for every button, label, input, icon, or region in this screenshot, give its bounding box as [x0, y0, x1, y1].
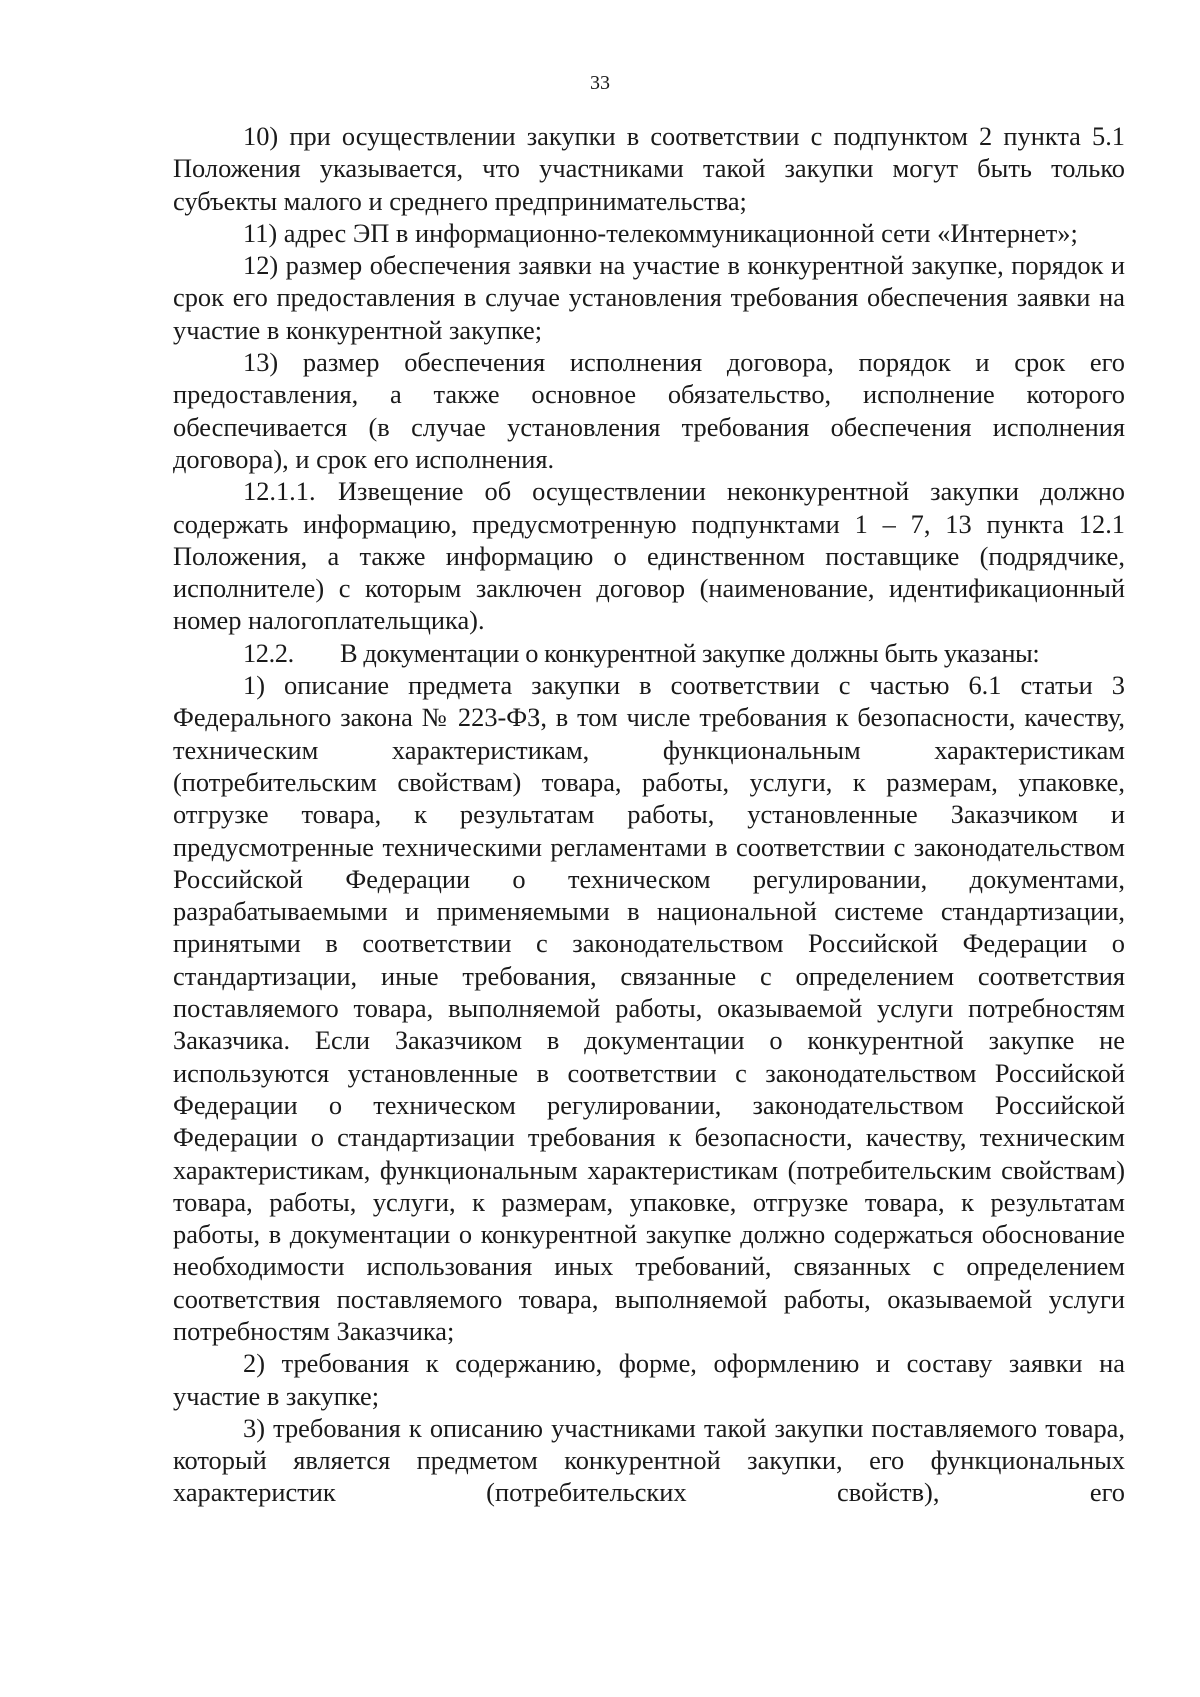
doc-list-item-2: 2) требования к содержанию, форме, оформлению и составу заявки на участие в закупке; [173, 1348, 1125, 1411]
clause-text: Извещение об осуществлении неконкурентной закупки должно содержать информацию, предусмотренную подпунктами 1 – 7, 13 пункта 12.1 Положения, а также информацию о единственном поставщике (подрядчике, исполнителе) с которым заключен договор (наименование, идентификационный номер налогоплательщика). [173, 476, 1125, 636]
list-item-10: 10) при осуществлении закупки в соответствии с подпунктом 2 пункта 5.1 Положения указывается, что участниками такой закупки могут быть только субъекты малого и среднего предпринимательства; [173, 121, 1125, 216]
list-item-11: 11) адрес ЭП в информационно-телекоммуникационной сети «Интернет»; [243, 217, 1078, 248]
clause-number: 12.2. [243, 637, 294, 668]
list-item-13: 13) размер обеспечения исполнения договора, порядок и срок его предоставления, а также основное обязательство, исполнение которого обеспечивается (в случае установления требования обеспечения исполнения договора), и срок его исполнения. [173, 347, 1125, 474]
clause-12-2 [173, 637, 1125, 669]
doc-list-item-3: 3) требования к описанию участниками такой закупки поставляемого товара, который является предметом конкурентной закупки, его функциональных характеристик (потребительских свойств), его [173, 1412, 1125, 1508]
clause-12-1-1 [173, 475, 1125, 636]
doc-list-item-1: 1) описание предмета закупки в соответствии с частью 6.1 статьи 3 Федерального закона № 223-ФЗ, в том числе требования к безопасности, качеству, техническим характеристикам, функциональным характеристикам (потребительским свойствам) товара, работы, услуги, к размерам, упаковке, отгрузке товара, к результатам работы, установленные Заказчиком и предусмотренные техническими регламентами в соответствии с законодательством Российской Федерации о техническом регулировании, документами, разрабатываемыми и применяемыми в национальной системе стандартизации, принятыми в соответствии с законодательством Российской Федерации о стандартизации, иные требования, связанные с определением соответствия поставляемого товара, выполняемой работы, оказываемой услуги потребностям Заказчика. Если Заказчиком в документации о конкурентной закупке не используются установленные в соответствии с законодательством Российской Федерации о техническом регулировании, законодательством Российской Федерации о стандартизации требования к безопасности, качеству, техническим характеристикам, функциональным характеристикам (потребительским свойствам) товара, работы, услуги, к размерам, упаковке, отгрузке товара, к результатам работы, в документации о конкурентной закупке должно содержаться обоснование необходимости использования иных требований, связанных с определением соответствия поставляемого товара, выполняемой работы, оказываемой услуги потребностям Заказчика; [173, 670, 1125, 1346]
clause-text: В документации о конкурентной закупке должны быть указаны: [340, 637, 1040, 668]
clause-number: 12.1.1. [243, 476, 316, 507]
document-body [173, 120, 1125, 1509]
page-number: 33 [590, 72, 610, 94]
list-item-12: 12) размер обеспечения заявки на участие в конкурентной закупке, порядок и срок его предоставления в случае установления требования обеспечения заявки на участие в конкурентной закупке; [173, 250, 1125, 345]
